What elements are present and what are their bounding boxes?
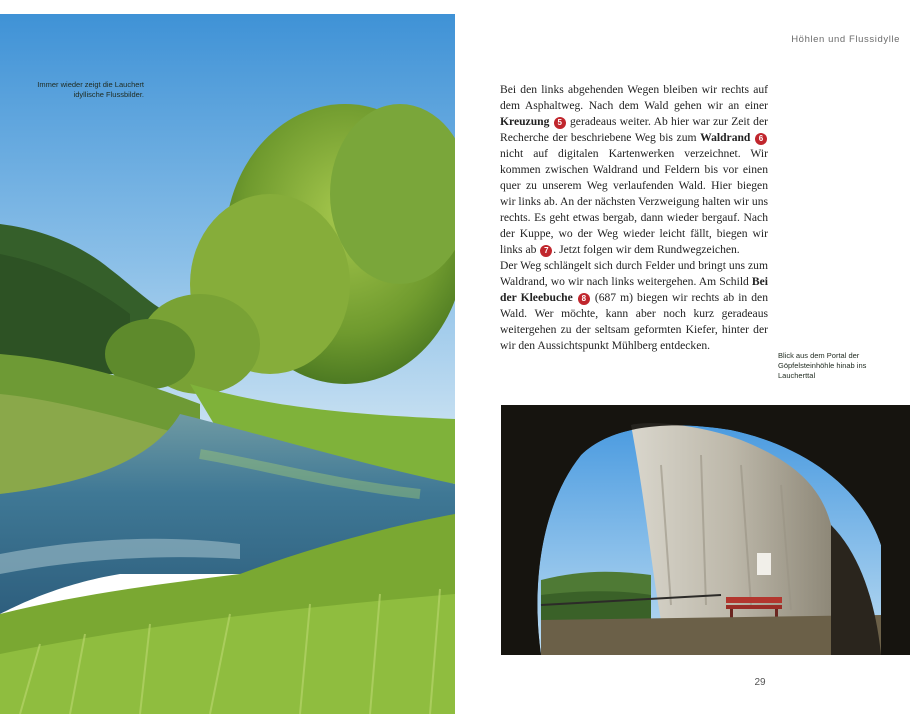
river-photo-caption <box>26 80 144 100</box>
text-run: (687 m) biegen wir rechts ab in den Wald. Wer möchte, kann aber noch kurz geradeaus weitergehen zu der seltsam geformten Kiefer, hinter der wir den Aussichtspunkt Mühlberg entdecken. <box>500 291 768 352</box>
waypoint-marker-8: 8 <box>578 293 590 305</box>
waypoint-marker-5: 5 <box>554 117 566 129</box>
river-caption-line1: Immer wieder zeigt die Lauchert <box>37 80 144 89</box>
cave-portal-photo <box>501 405 910 655</box>
waypoint-waldrand: Waldrand <box>700 131 751 144</box>
river-photo <box>0 14 455 714</box>
body-text <box>500 82 768 354</box>
text-run: . Jetzt folgen wir dem Rundwegzeichen. <box>553 243 740 256</box>
text-run: Der Weg schlängelt sich durch Felder und bringt uns zum Waldrand, wo wir nach links weitergehen. Am Schild <box>500 259 768 288</box>
paragraph-2 <box>500 258 768 354</box>
running-head: Höhlen und Flussidylle <box>791 34 900 45</box>
waypoint-kreuzung: Kreuzung <box>500 115 550 128</box>
paragraph-1 <box>500 82 768 258</box>
page-number: 29 <box>754 677 766 688</box>
waypoint-marker-6: 6 <box>755 133 767 145</box>
text-run: nicht auf digitalen Kartenwerken verzeichnet. Wir kommen zwischen Waldrand und Feldern bis vor einen quer zu unserem Weg verlaufenden Wald. Hier biegen wir links ab. An der nächsten Verzweigung halten wir uns rechts. Es geht etwas bergab, dann wieder bergauf. Nach der Kuppe, wo der Weg wieder leicht fällt, biegen wir links ab <box>500 147 768 256</box>
river-caption-line2: idyllische Flussbilder. <box>73 90 144 99</box>
text-run: Bei den links abgehenden Wegen bleiben wir rechts auf dem Asphaltweg. Nach dem Wald gehen wir an einer <box>500 83 768 112</box>
waypoint-kleebuche: Bei der Kleebuche <box>500 275 768 304</box>
text-run: geradeaus weiter. Ab hier war zur Zeit der Recherche der beschriebene Weg bis zum <box>500 115 768 144</box>
cave-photo-caption: Blick aus dem Portal der Göpfelsteinhöhle hinab ins Laucherttal <box>778 351 867 380</box>
waypoint-marker-7: 7 <box>540 245 552 257</box>
